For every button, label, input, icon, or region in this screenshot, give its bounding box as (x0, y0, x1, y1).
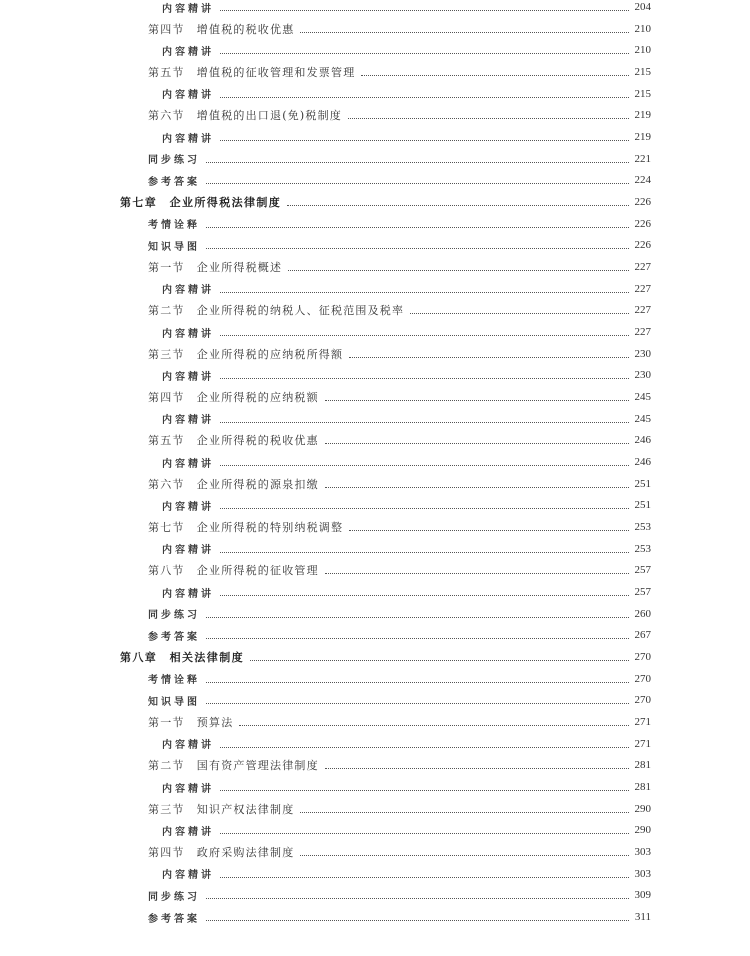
dot-leader (220, 291, 629, 293)
toc-entry-title: 参考答案 (148, 913, 200, 925)
toc-entry-title: 内容精讲 (162, 371, 214, 383)
toc-entry-aux[interactable] (148, 171, 651, 189)
toc-entry-sub[interactable] (162, 453, 651, 471)
toc-entry-aux[interactable] (148, 215, 651, 233)
toc-entry-title: 第三节 知识产权法律制度 (148, 802, 295, 816)
toc-entry-sub[interactable] (162, 128, 651, 146)
toc-entry-aux[interactable] (148, 150, 651, 168)
toc-entry-title: 内容精讲 (162, 501, 214, 513)
dot-leader (220, 876, 629, 878)
toc-entry-page-number: 230 (634, 347, 651, 360)
toc-entry-page-number: 227 (634, 304, 651, 317)
toc-entry-section[interactable] (148, 800, 651, 818)
dot-leader (206, 681, 629, 683)
toc-entry-page-number: 226 (634, 196, 651, 209)
toc-entry-title: 内容精讲 (162, 545, 214, 557)
toc-entry-title: 第八节 企业所得税的征收管理 (148, 564, 319, 578)
toc-entry-title: 内容精讲 (162, 90, 214, 102)
dot-leader (206, 247, 629, 249)
dot-leader (325, 442, 629, 444)
dot-leader (300, 31, 629, 33)
toc-entry-page-number: 210 (634, 22, 651, 35)
toc-entry-sub[interactable] (162, 540, 651, 558)
toc-entry-page-number: 226 (634, 217, 651, 230)
toc-entry-page-number: 204 (634, 1, 651, 13)
toc-entry-sub[interactable] (162, 496, 651, 514)
toc-entry-title: 第七章 企业所得税法律制度 (120, 196, 282, 210)
dot-leader (349, 356, 629, 358)
toc-entry-title: 考情诠释 (148, 675, 200, 687)
dot-leader (220, 139, 629, 141)
dot-leader (325, 572, 629, 574)
dot-leader (220, 9, 629, 11)
toc-entry-chapter[interactable] (120, 193, 651, 211)
toc-entry-page-number: 267 (634, 629, 651, 642)
toc-entry-title: 第四节 企业所得税的应纳税额 (148, 391, 319, 405)
toc-entry-title: 内容精讲 (162, 415, 214, 427)
toc-entry-section[interactable] (148, 475, 651, 493)
toc-entry-section[interactable] (148, 431, 651, 449)
toc-entry-page-number: 281 (634, 759, 651, 772)
toc-entry-title: 内容精讲 (162, 870, 214, 882)
dot-leader (206, 616, 629, 618)
dot-leader (206, 161, 629, 163)
toc-entry-section[interactable] (148, 756, 651, 774)
toc-entry-page-number: 270 (634, 651, 651, 664)
toc-entry-page-number: 210 (634, 44, 651, 57)
dot-leader (206, 919, 629, 921)
toc-entry-sub[interactable] (162, 366, 651, 384)
toc-entry-page-number: 257 (634, 564, 651, 577)
toc-entry-aux[interactable] (148, 670, 651, 688)
toc-entry-page-number: 271 (634, 737, 651, 750)
toc-entry-title: 同步练习 (148, 610, 200, 622)
toc-entry-sub[interactable] (162, 0, 651, 16)
toc-entry-page-number: 219 (634, 131, 651, 144)
toc-entry-title: 第五节 企业所得税的税收优惠 (148, 434, 319, 448)
dot-leader (220, 334, 629, 336)
toc-entry-page-number: 224 (634, 174, 651, 187)
toc-entry-page-number: 309 (634, 889, 651, 902)
toc-entry-page-number: 303 (634, 846, 651, 859)
dot-leader (220, 594, 629, 596)
toc-entry-title: 考情诠释 (148, 220, 200, 232)
toc-entry-title: 内容精讲 (162, 46, 214, 58)
toc-entry-page-number: 257 (634, 586, 651, 599)
toc-entry-sub[interactable] (162, 410, 651, 428)
toc-entry-aux[interactable] (148, 908, 651, 926)
dot-leader (220, 52, 629, 54)
toc-entry-page-number: 271 (634, 716, 651, 729)
dot-leader (220, 377, 629, 379)
toc-entry-title: 知识导图 (148, 241, 200, 253)
toc-entry-title: 内容精讲 (162, 328, 214, 340)
toc-entry-page-number: 260 (634, 607, 651, 620)
toc-entry-page-number: 246 (634, 456, 651, 469)
dot-leader (239, 724, 629, 726)
dot-leader (250, 659, 629, 661)
dot-leader (325, 486, 629, 488)
toc-entry-page-number: 311 (634, 911, 651, 924)
toc-entry-page-number: 303 (634, 867, 651, 880)
dot-leader (220, 832, 629, 834)
dot-leader (348, 117, 629, 119)
toc-entry-title: 参考答案 (148, 176, 200, 188)
toc-entry-title: 同步练习 (148, 155, 200, 167)
dot-leader (361, 74, 629, 76)
toc-entry-chapter[interactable] (120, 648, 651, 666)
dot-leader (220, 789, 629, 791)
toc-entry-sub[interactable] (162, 778, 651, 796)
toc-entry-section[interactable] (148, 345, 651, 363)
toc-entry-title: 第八章 相关法律制度 (120, 651, 244, 665)
toc-entry-page-number: 290 (634, 802, 651, 815)
toc-entry-aux[interactable] (148, 886, 651, 904)
toc-entry-page-number: 227 (634, 326, 651, 339)
toc-entry-page-number: 219 (634, 109, 651, 122)
toc-entry-title: 参考答案 (148, 631, 200, 643)
toc-entry-page-number: 253 (634, 521, 651, 534)
dot-leader (206, 897, 629, 899)
toc-entry-sub[interactable] (162, 323, 651, 341)
dot-leader (349, 529, 629, 531)
toc-entry-section[interactable] (148, 20, 651, 38)
toc-entry-page-number: 290 (634, 824, 651, 837)
toc-entry-title: 第一节 预算法 (148, 716, 234, 730)
toc-entry-title: 内容精讲 (162, 783, 214, 795)
toc-entry-section[interactable] (148, 518, 651, 536)
dot-leader (220, 464, 629, 466)
dot-leader (287, 204, 629, 206)
toc-entry-title: 内容精讲 (162, 740, 214, 752)
toc-entry-page-number: 246 (634, 434, 651, 447)
toc-entry-sub[interactable] (162, 735, 651, 753)
toc-entry-aux[interactable] (148, 605, 651, 623)
toc-entry-title: 第三节 企业所得税的应纳税所得额 (148, 347, 344, 361)
toc-entry-sub[interactable] (162, 865, 651, 883)
toc-entry-title: 内容精讲 (162, 285, 214, 297)
toc-entry-page-number: 227 (634, 282, 651, 295)
toc-entry-sub[interactable] (162, 583, 651, 601)
dot-leader (206, 702, 629, 704)
toc-entry-title: 第一节 企业所得税概述 (148, 261, 283, 275)
dot-leader (300, 811, 629, 813)
toc-entry-title: 知识导图 (148, 696, 200, 708)
toc-entry-title: 第五节 增值税的征收管理和发票管理 (148, 66, 356, 79)
toc-entry-page-number: 245 (634, 412, 651, 425)
toc-entry-sub[interactable] (162, 280, 651, 298)
toc-entry-sub[interactable] (162, 821, 651, 839)
toc-entry-title: 第二节 企业所得税的纳税人、征税范围及税率 (148, 304, 405, 318)
toc-entry-page-number: 253 (634, 542, 651, 555)
dot-leader (288, 269, 629, 271)
toc-entry-sub[interactable] (162, 41, 651, 59)
toc-entry-page-number: 221 (634, 152, 651, 165)
toc-entry-title: 内容精讲 (162, 826, 214, 838)
toc-entry-title: 第四节 政府采购法律制度 (148, 846, 295, 860)
toc-entry-title: 第七节 企业所得税的特别纳税调整 (148, 521, 344, 535)
dot-leader (206, 226, 629, 228)
toc-entry-title: 第六节 增值税的出口退(免)税制度 (148, 109, 342, 123)
toc-entry-page-number: 245 (634, 391, 651, 404)
dot-leader (220, 96, 629, 98)
dot-leader (220, 551, 629, 553)
dot-leader (300, 854, 629, 856)
toc-entry-page-number: 230 (634, 369, 651, 382)
toc-entry-aux[interactable] (148, 626, 651, 644)
toc-entry-title: 内容精讲 (162, 588, 214, 600)
toc-entry-title: 第四节 增值税的税收优惠 (148, 22, 295, 36)
toc-entry-section[interactable] (148, 843, 651, 861)
toc-entry-section[interactable] (148, 713, 651, 731)
dot-leader (220, 507, 629, 509)
dot-leader (206, 182, 629, 184)
toc-entry-section[interactable] (148, 561, 651, 579)
toc-entry-page-number: 270 (634, 694, 651, 707)
toc-entry-page-number: 215 (634, 66, 651, 78)
toc-entry-page-number: 251 (634, 477, 651, 490)
toc-entry-page-number: 227 (634, 261, 651, 274)
toc-entry-page-number: 251 (634, 499, 651, 512)
toc-entry-section[interactable] (148, 258, 651, 276)
toc-entry-title: 第六节 企业所得税的源泉扣缴 (148, 477, 319, 491)
toc-entry-aux[interactable] (148, 236, 651, 254)
dot-leader (206, 637, 629, 639)
toc-entry-page-number: 270 (634, 672, 651, 685)
toc-entry-title: 内容精讲 (162, 3, 214, 15)
toc-entry-sub[interactable] (162, 85, 651, 103)
toc-entry-section[interactable] (148, 301, 651, 319)
toc-entry-aux[interactable] (148, 691, 651, 709)
toc-entry-section[interactable] (148, 388, 651, 406)
dot-leader (410, 312, 629, 314)
toc-entry-title: 同步练习 (148, 891, 200, 903)
toc-entry-section[interactable] (148, 106, 651, 124)
toc-entry-page-number: 281 (634, 781, 651, 794)
dot-leader (325, 767, 629, 769)
toc-entry-page-number: 226 (634, 239, 651, 252)
dot-leader (325, 399, 629, 401)
toc-entry-title: 内容精讲 (162, 133, 214, 145)
dot-leader (220, 421, 629, 423)
toc-entry-page-number: 215 (634, 87, 651, 100)
toc-entry-title: 第二节 国有资产管理法律制度 (148, 759, 319, 773)
dot-leader (220, 746, 629, 748)
toc-entry-title: 内容精讲 (162, 458, 214, 470)
toc-entry-section[interactable] (148, 63, 651, 81)
